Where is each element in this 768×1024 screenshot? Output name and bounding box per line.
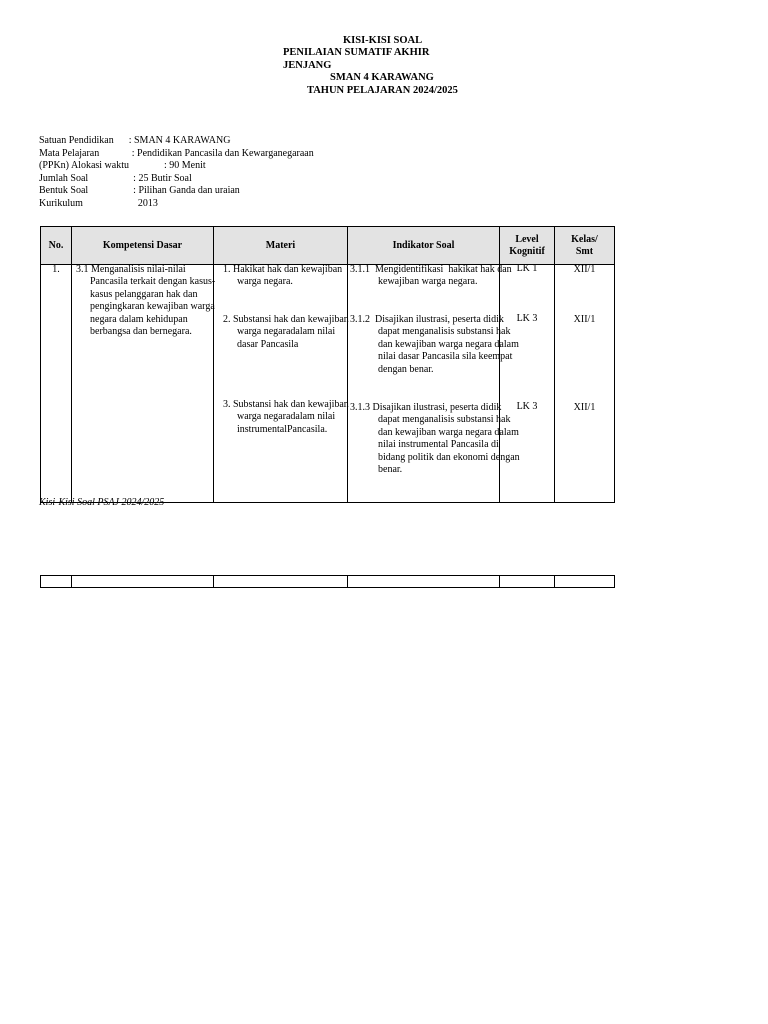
school-name: SMAN 4 KARAWANG (330, 72, 434, 83)
table-col-line (614, 226, 615, 503)
info-bentuk: Bentuk Soal : Pilihan Ganda dan uraian (39, 185, 240, 196)
level-kognitif-value: LK 3 (516, 313, 538, 324)
table-col-line (499, 575, 500, 588)
header-level-kognitif (500, 227, 554, 264)
info-alokasi: (PPKn) Alokasi waktu : 90 Menit (39, 160, 206, 171)
materi-item: 2. Substansi hak dan kewajiban warga negaradalam nilai dasar Pancasila (223, 314, 349, 350)
table-col-line (71, 575, 72, 588)
kelas-smt-value: XII/1 (573, 314, 596, 325)
header-materi: Materi (214, 227, 347, 264)
table-border-top (40, 575, 615, 576)
doc-level: JENJANG (283, 60, 332, 71)
table-border-top (40, 226, 615, 227)
level-kognitif-value: LK 1 (516, 263, 538, 274)
info-jumlah: Jumlah Soal : 25 Butir Soal (39, 173, 192, 184)
header-kelas-line1: Kelas/ (571, 233, 598, 245)
header-level-line2: Kognitif (509, 245, 545, 257)
info-kurikulum: Kurikulum 2013 (39, 198, 158, 209)
kelas-smt-value: XII/1 (573, 402, 596, 413)
info-satuan: Satuan Pendidikan : SMAN 4 KARAWANG (39, 135, 231, 146)
kelas-smt-value: XII/1 (573, 264, 596, 275)
header-level-line1: Level (515, 233, 539, 245)
header-kelas-smt (555, 227, 614, 264)
table-col-line (554, 575, 555, 588)
indikator-item: 3.1.3 Disajikan ilustrasi, peserta didik dapat menganalisis substansi hak dan kewajiban warga negara dalam nilai instrumental Pancasila di bidang politik dan ekonomi dengan benar. (350, 402, 523, 476)
indikator-item: 3.1.1 Mengidentifikasi hakikat hak dan kewajiban warga negara. (350, 264, 515, 288)
table-col-line (347, 575, 348, 588)
header-kelas-line2: Smt (575, 245, 594, 257)
kompetensi-dasar-text: 3.1 Menganalisis nilai-nilai Pancasila terkait dengan kasus-kasus pelanggaran hak dan pengingkaran kewajiban warga negara dalam kehidupan berbangsa dan bernegara. (76, 264, 216, 338)
info-mapel: Mata Pelajaran : Pendidikan Pancasila dan Kewarganegaraan (39, 148, 314, 159)
table-border-bottom (40, 587, 615, 588)
row-number: 1. (52, 264, 60, 275)
header-kompetensi-dasar: Kompetensi Dasar (72, 227, 213, 264)
materi-item: 3. Substansi hak dan kewajiban warga negaradalam nilai instrumentalPancasila. (223, 399, 349, 435)
table-col-line (71, 226, 72, 503)
table-col-line (40, 575, 41, 588)
doc-subtitle: PENILAIAN SUMATIF AKHIR (283, 47, 430, 58)
doc-title: KISI-KISI SOAL (343, 35, 423, 46)
indikator-item: 3.1.2 Disajikan ilustrasi, peserta didik dapat menganalisis substansi hak dan kewajiban warga negara dalam nilai dasar Pancasila sila keempat dengan benar. (350, 314, 522, 375)
school-year: TAHUN PELAJARAN 2024/2025 (307, 85, 458, 96)
header-indikator-soal: Indikator Soal (348, 227, 499, 264)
table-col-line (614, 575, 615, 588)
level-kognitif-value: LK 3 (516, 401, 538, 412)
materi-item: 1. Hakikat hak dan kewajiban warga negara. (223, 264, 343, 288)
page-footer: Kisi-Kisi Soal PSAJ 2024/2025 (39, 497, 165, 508)
table-col-line (213, 575, 214, 588)
header-no: No. (41, 227, 71, 264)
